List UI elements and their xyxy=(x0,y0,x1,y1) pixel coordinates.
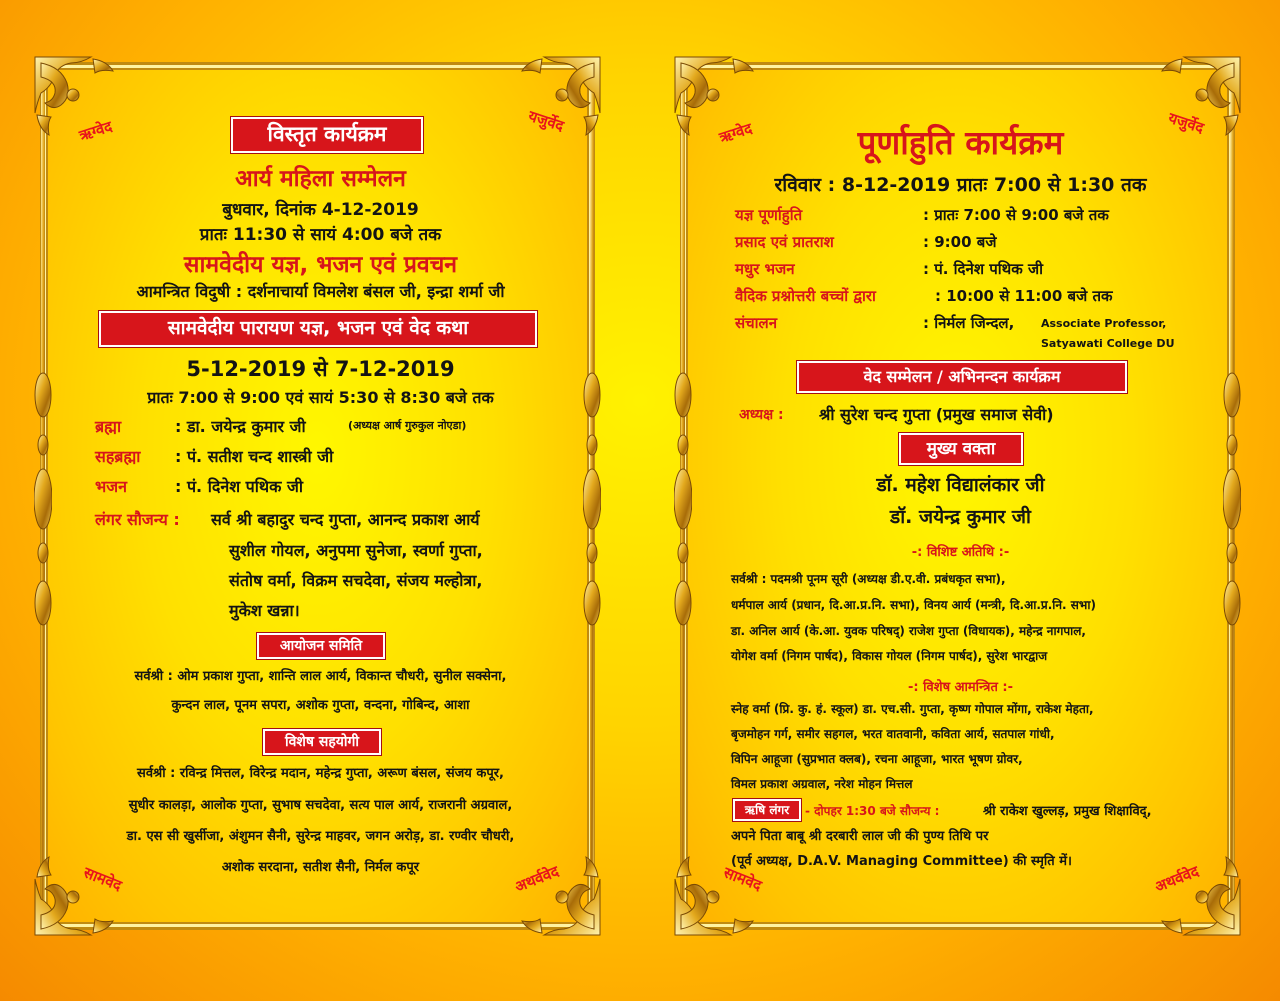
veda-label-yajur: यजुर्वेद xyxy=(525,106,566,136)
rishi-langar-line: अपने पिता बाबू श्री दरबारी लाल जी की पुण्य तिथि पर xyxy=(731,829,989,844)
rishi-langar-line: (पूर्व अध्यक्ष, D.A.V. Managing Committee) की स्मृति में। xyxy=(731,854,1072,869)
veda-label-sama: सामवेद xyxy=(81,863,125,895)
role-note: (अध्यक्ष आर्ष गुरुकुल नोएडा) xyxy=(348,419,467,432)
veda-label-atharva: अथर्ववेद xyxy=(512,862,562,896)
veda-label-rig: ऋग्वेद xyxy=(717,119,755,147)
schedule-value: : 9:00 बजे xyxy=(923,233,997,251)
president-label: अध्यक्ष : xyxy=(739,407,784,423)
support-line: सर्वश्री : रविन्द्र मित्तल, विरेन्द्र मदान, महेन्द्र गुप्ता, अरूण बंसल, संजय कपूर, xyxy=(137,766,504,781)
rishi-langar-label: ऋषि लंगर xyxy=(733,799,801,821)
speaker-2: डॉ. जयेन्द्र कुमार जी xyxy=(890,506,1031,528)
president-name: श्री सुरेश चन्द गुप्ता (प्रमुख समाज सेवी) xyxy=(819,405,1054,424)
veda-label-sama: सामवेद xyxy=(721,863,765,895)
role-label: सहब्रह्मा xyxy=(95,447,141,466)
schedule-label: प्रसाद एवं प्रातराश xyxy=(735,233,834,251)
committee-line: सर्वश्री : ओम प्रकाश गुप्ता, शान्ति लाल आर्य, विकान्त चौधरी, सुनील सक्सेना, xyxy=(134,669,507,684)
schedule-label: यज्ञ पूर्णाहुति xyxy=(735,206,803,224)
guest-line: धर्मपाल आर्य (प्रधान, दि.आ.प्र.नि. सभा), विनय आर्य (मन्त्री, दि.आ.प्र.नि. सभा) xyxy=(731,598,1096,612)
special-line: बृजमोहन गर्ग, समीर सहगल, भरत वातवानी, कविता आर्य, सतपाल गांधी, xyxy=(731,727,1055,741)
banner-committee: आयोजन समिति xyxy=(257,633,385,659)
special-heading: -: विशेष आमन्त्रित :- xyxy=(908,680,1013,695)
rishi-langar-sponsor: श्री राकेश खुल्लड़, प्रमुख शिक्षाविद्, xyxy=(983,804,1152,819)
right-page xyxy=(680,62,1235,930)
role-value: : पं. सतीश चन्द शास्त्री जी xyxy=(175,447,334,466)
date-sunday: रविवार : 8-12-2019 प्रातः 7:00 से 1:30 तक xyxy=(774,174,1147,196)
role-label: भजन xyxy=(95,477,128,496)
dates-5-7: 5-12-2019 से 7-12-2019 xyxy=(186,357,455,381)
langar-label: लंगर सौजन्य : xyxy=(95,510,180,529)
title-samavediya: सामवेदीय यज्ञ, भजन एवं प्रवचन xyxy=(183,252,458,278)
schedule-label: मधुर भजन xyxy=(735,260,795,278)
veda-label-rig: ऋग्वेद xyxy=(77,117,115,145)
special-line: विपिन आहूजा (सुप्रभात क्लब), रचना आहूजा, भारत भूषण ग्रोवर, xyxy=(731,752,1023,766)
left-page xyxy=(40,62,595,930)
special-line: स्नेह वर्मा (प्रि. कु. हं. स्कूल) डा. एच.सी. गुप्ता, कृष्ण गोपाल मोंगा, राकेश मेहता, xyxy=(731,702,1094,716)
guests-heading: -: विशिष्ट अतिथि :- xyxy=(911,545,1010,560)
support-line: डा. एस सी खुर्सीजा, अंशुमन सैनी, सुरेन्द्र माहवर, जगन अरोड़, डा. रण्वीर चौधरी, xyxy=(126,829,515,844)
schedule-label: वैदिक प्रश्नोत्तरी बच्चों द्वारा xyxy=(735,287,876,305)
date-wednesday: बुधवार, दिनांक 4-12-2019 xyxy=(222,200,419,220)
guest-line: सर्वश्री : पदमश्री पूनम सूरी (अध्यक्ष डी.ए.वी. प्रबंधकृत सभा), xyxy=(731,572,1006,586)
schedule-value: : प्रातः 7:00 से 9:00 बजे तक xyxy=(923,206,1109,224)
role-value: : डा. जयेन्द्र कुमार जी xyxy=(175,417,306,436)
support-line: सुधीर कालड़ा, आलोक गुप्ता, सुभाष सचदेवा, सत्य पाल आर्य, राजरानी अग्रवाल, xyxy=(128,798,513,813)
banner-veda-sammelan: वेद सम्मेलन / अभिनन्दन कार्यक्रम xyxy=(797,361,1127,393)
langar-line: मुकेश खन्ना। xyxy=(229,601,300,620)
support-line: अशोक सरदाना, सतीश सैनी, निर्मल कपूर xyxy=(221,860,420,875)
time-wednesday: प्रातः 11:30 से सायं 4:00 बजे तक xyxy=(199,225,442,245)
schedule-value: : पं. दिनेश पथिक जी xyxy=(923,260,1044,278)
schedule-label: संचालन xyxy=(735,314,778,332)
langar-line: सर्व श्री बहादुर चन्द गुप्ता, आनन्द प्रकाश आर्य xyxy=(211,510,480,529)
banner-chief-speaker: मुख्य वक्ता xyxy=(899,433,1023,465)
title-purnahuti: पूर्णाहुति कार्यक्रम xyxy=(857,123,1064,162)
veda-label-yajur: यजुर्वेद xyxy=(1165,108,1206,138)
guest-line: योगेश वर्मा (निगम पार्षद), विकास गोयल (निगम पार्षद), सुरेश भारद्वाज xyxy=(731,649,1048,663)
invited-speakers: आमन्त्रित विदुषी : दर्शनाचार्या विमलेश बंसल जी, इन्द्रा शर्मा जी xyxy=(136,282,505,301)
rishi-langar-time: - दोपहर 1:30 बजे सौजन्य : xyxy=(805,804,940,818)
schedule-value: : निर्मल जिन्दल, xyxy=(923,314,1015,332)
banner-parayana: सामवेदीय पारायण यज्ञ, भजन एवं वेद कथा xyxy=(99,311,537,347)
banner-special-support: विशेष सहयोगी xyxy=(263,729,381,755)
schedule-extra: Associate Professor, xyxy=(1041,317,1167,330)
committee-line: कुन्दन लाल, पूनम सपरा, अशोक गुप्ता, वन्दना, गोबिन्द, आशा xyxy=(171,698,470,713)
college-name: Satyawati College DU xyxy=(1041,337,1175,350)
corner-ornament-icon xyxy=(1158,853,1244,939)
time-daily: प्रातः 7:00 से 9:00 एवं सायं 5:30 से 8:30 बजे तक xyxy=(147,388,494,407)
veda-label-atharva: अथर्ववेद xyxy=(1152,862,1202,896)
special-line: विमल प्रकाश अग्रवाल, नरेश मोहन मित्तल xyxy=(731,777,913,791)
guest-line: डा. अनिल आर्य (के.आ. युवक परिषद्) राजेश गुप्ता (विधायक), महेन्द्र नागपाल, xyxy=(731,624,1086,638)
role-label: ब्रह्मा xyxy=(95,417,122,436)
title-arya-mahila: आर्य महिला सम्मेलन xyxy=(235,166,406,192)
schedule-value: : 10:00 से 11:00 बजे तक xyxy=(935,287,1113,305)
langar-line: सुशील गोयल, अनुपमा सुनेजा, स्वर्णा गुप्ता, xyxy=(229,541,483,560)
langar-line: संतोष वर्मा, विक्रम सचदेवा, संजय मल्होत्रा, xyxy=(229,571,483,590)
speaker-1: डॉ. महेश विद्यालंकार जी xyxy=(876,474,1045,496)
role-value: : पं. दिनेश पथिक जी xyxy=(175,477,304,496)
banner-detailed-program: विस्तृत कार्यक्रम xyxy=(231,117,423,153)
